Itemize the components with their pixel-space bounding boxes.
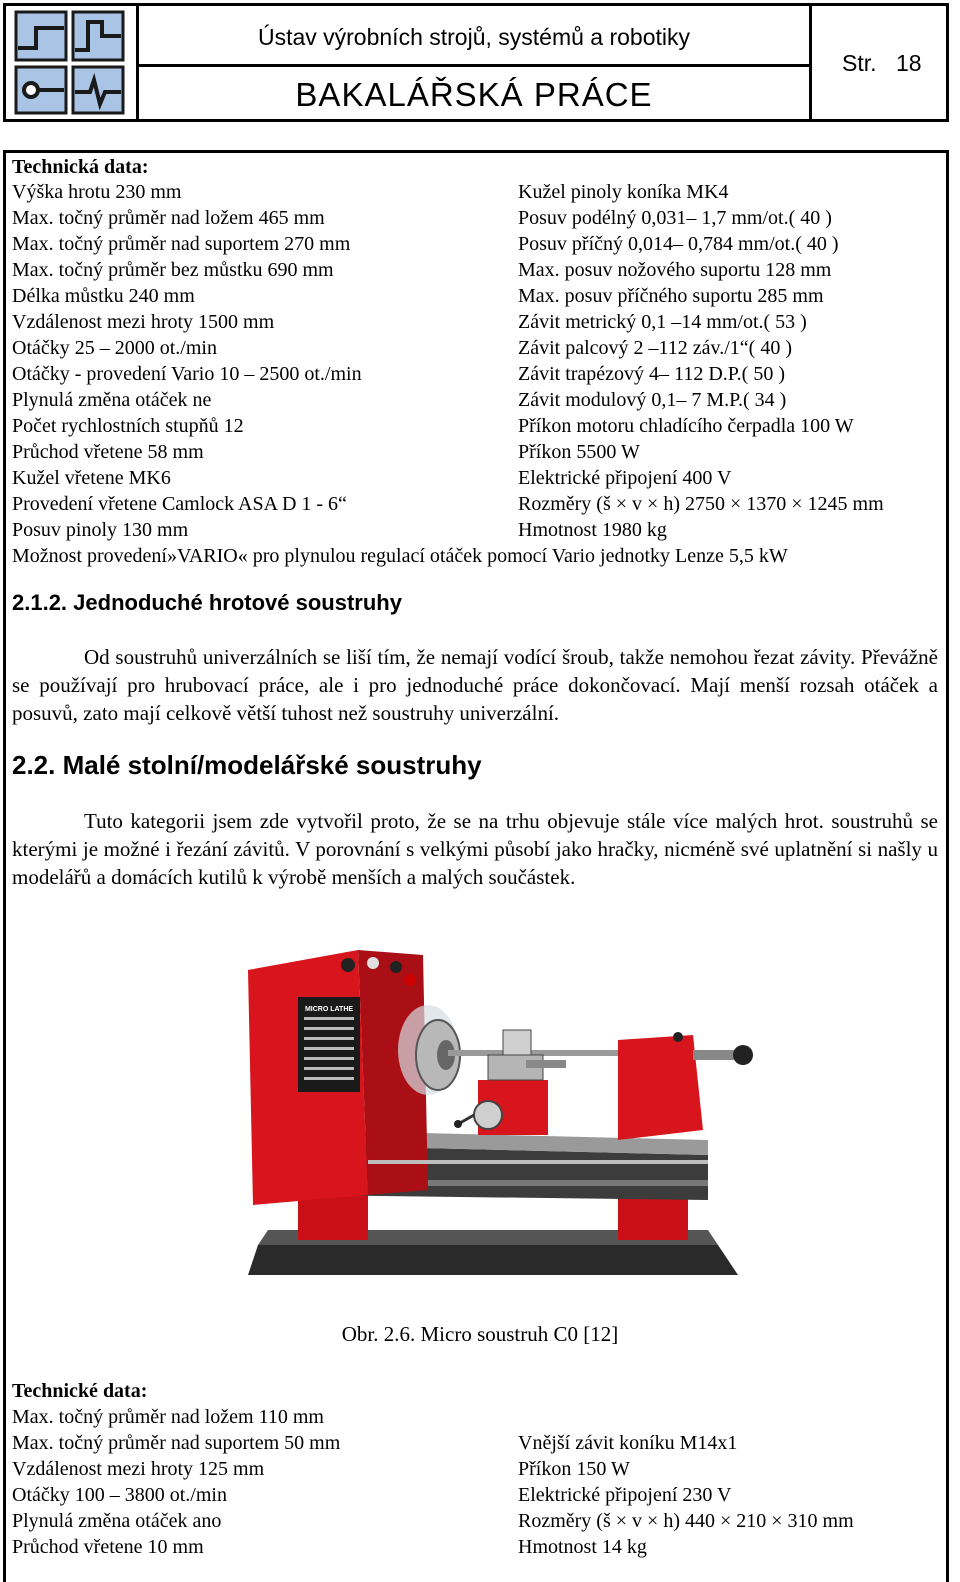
section-heading-22: 2.2. Malé stolní/modelářské soustruhy: [12, 750, 482, 780]
spec1-right-row: Závit metrický 0,1 –14 mm/ot.( 53 ): [518, 311, 807, 333]
spec1-left-row: Počet rychlostních stupňů 12: [12, 415, 244, 437]
spec1-label: Technická data:: [12, 156, 149, 178]
spec1-left-row: Posuv pinoly 130 mm: [12, 519, 189, 541]
spec2-left-row: Průchod vřetene 10 mm: [12, 1536, 204, 1558]
spec1-right-row: Max. posuv nožového suportu 128 mm: [518, 259, 832, 281]
spec2-left-row: Vzdálenost mezi hroty 125 mm: [12, 1458, 265, 1480]
micro-lathe-figure: [238, 945, 758, 1295]
spec1-left-row: Provedení vřetene Camlock ASA D 1 - 6“: [12, 493, 347, 515]
spec1-left-row: Plynulá změna otáček ne: [12, 389, 212, 411]
spec1-left-row: Otáčky 25 – 2000 ot./min: [12, 337, 217, 359]
spec2-right-row: Hmotnost 14 kg: [518, 1536, 647, 1558]
panel-title: MICRO LATHE: [304, 1006, 354, 1013]
spec1-left-row: Max. točný průměr nad suportem 270 mm: [12, 233, 351, 255]
page-label: Str.: [842, 50, 877, 76]
spec1-left-row: Vzdálenost mezi hroty 1500 mm: [12, 311, 275, 333]
spec1-right-row: Rozměry (š × v × h) 2750 × 1370 × 1245 mm: [518, 493, 884, 515]
spec2-left-row: Max. točný průměr nad ložem 110 mm: [12, 1406, 324, 1428]
institute-logo-graphic: [6, 6, 136, 119]
institute-logo: [6, 6, 139, 119]
spec1-left-row: Max. točný průměr nad ložem 465 mm: [12, 207, 325, 229]
thesis-title: BAKALÁŘSKÁ PRÁCE: [295, 76, 653, 113]
spec1-left-row: Otáčky - provedení Vario 10 – 2500 ot./min: [12, 363, 362, 385]
spec2-label: Technické data:: [12, 1380, 148, 1402]
spec2-left-row: Max. točný průměr nad suportem 50 mm: [12, 1432, 341, 1454]
spec1-right-row: Elektrické připojení 400 V: [518, 467, 732, 489]
spec1-right-row: Závit modulový 0,1– 7 M.P.( 34 ): [518, 389, 787, 411]
spec2-right-row: Elektrické připojení 230 V: [518, 1484, 732, 1506]
spec2-left-row: Plynulá změna otáček ano: [12, 1510, 222, 1532]
spec1-right-row: Příkon motoru chladícího čerpadla 100 W: [518, 415, 854, 437]
spec1-right-row: Příkon 5500 W: [518, 441, 640, 463]
page-number: 18: [896, 50, 922, 76]
spec1-left-row: Výška hrotu 230 mm: [12, 181, 182, 203]
section-22-paragraph: Tuto kategorii jsem zde vytvořil proto, že se na trhu objevuje stále více malých hrot. soustruhů se kterými je možné i řezání závitů. V porovnání s velkými působí jako hračky, nicméně své uplatnění si našly u modelářů a domácích kutilů k výrobě menších a malých součástek.: [12, 809, 938, 889]
section-heading-212: 2.1.2. Jednoduché hrotové soustruhy: [12, 590, 402, 615]
spec1-left-row: Max. točný průměr bez můstku 690 mm: [12, 259, 334, 281]
header-center: [139, 6, 812, 119]
spec1-right-row: Závit palcový 2 –112 záv./1“( 40 ): [518, 337, 792, 359]
spec1-right-row: Kužel pinoly koníka MK4: [518, 181, 729, 203]
spec1-left-row: Průchod vřetene 58 mm: [12, 441, 204, 463]
section-212-paragraph: Od soustruhů univerzálních se liší tím, že nemají vodící šroub, takže nemohou řezat závity. Převážně se používají pro hrubovací práce, ale i pro jednoduché práce dokončovací. Mají menší rozsah otáček a posuvů, zato mají celkově větší tuhost než soustruhy univerzální.: [12, 645, 938, 725]
spec1-right-row: Závit trapézový 4– 112 D.P.( 50 ): [518, 363, 785, 385]
page-number-box: [812, 6, 946, 119]
spec2-left-row: Otáčky 100 – 3800 ot./min: [12, 1484, 227, 1506]
header-divider: [139, 64, 809, 67]
spec1-vario-note: Možnost provedení»VARIO« pro plynulou regulací otáček pomocí Vario jednotky Lenze 5,5 kW: [12, 545, 788, 567]
spec2-right-row: Vnější závit koníku M14x1: [518, 1432, 738, 1454]
spec1-right-row: Posuv příčný 0,014– 0,784 mm/ot.( 40 ): [518, 233, 839, 255]
spec1-right-row: Posuv podélný 0,031– 1,7 mm/ot.( 40 ): [518, 207, 832, 229]
spec1-left-row: Délka můstku 240 mm: [12, 285, 195, 307]
spec2-right-row: Rozměry (š × v × h) 440 × 210 × 310 mm: [518, 1510, 854, 1532]
micro-lathe-illustration: [238, 945, 758, 1295]
spec1-right-row: Hmotnost 1980 kg: [518, 519, 667, 541]
page-header: [3, 3, 949, 122]
spec2-right-row: Příkon 150 W: [518, 1458, 630, 1480]
figure-caption: Obr. 2.6. Micro soustruh C0 [12]: [341, 1322, 619, 1346]
institute-name: Ústav výrobních strojů, systémů a robotiky: [257, 24, 691, 50]
spec1-right-row: Max. posuv příčného suportu 285 mm: [518, 285, 824, 307]
spec1-left-row: Kužel vřetene MK6: [12, 467, 171, 489]
